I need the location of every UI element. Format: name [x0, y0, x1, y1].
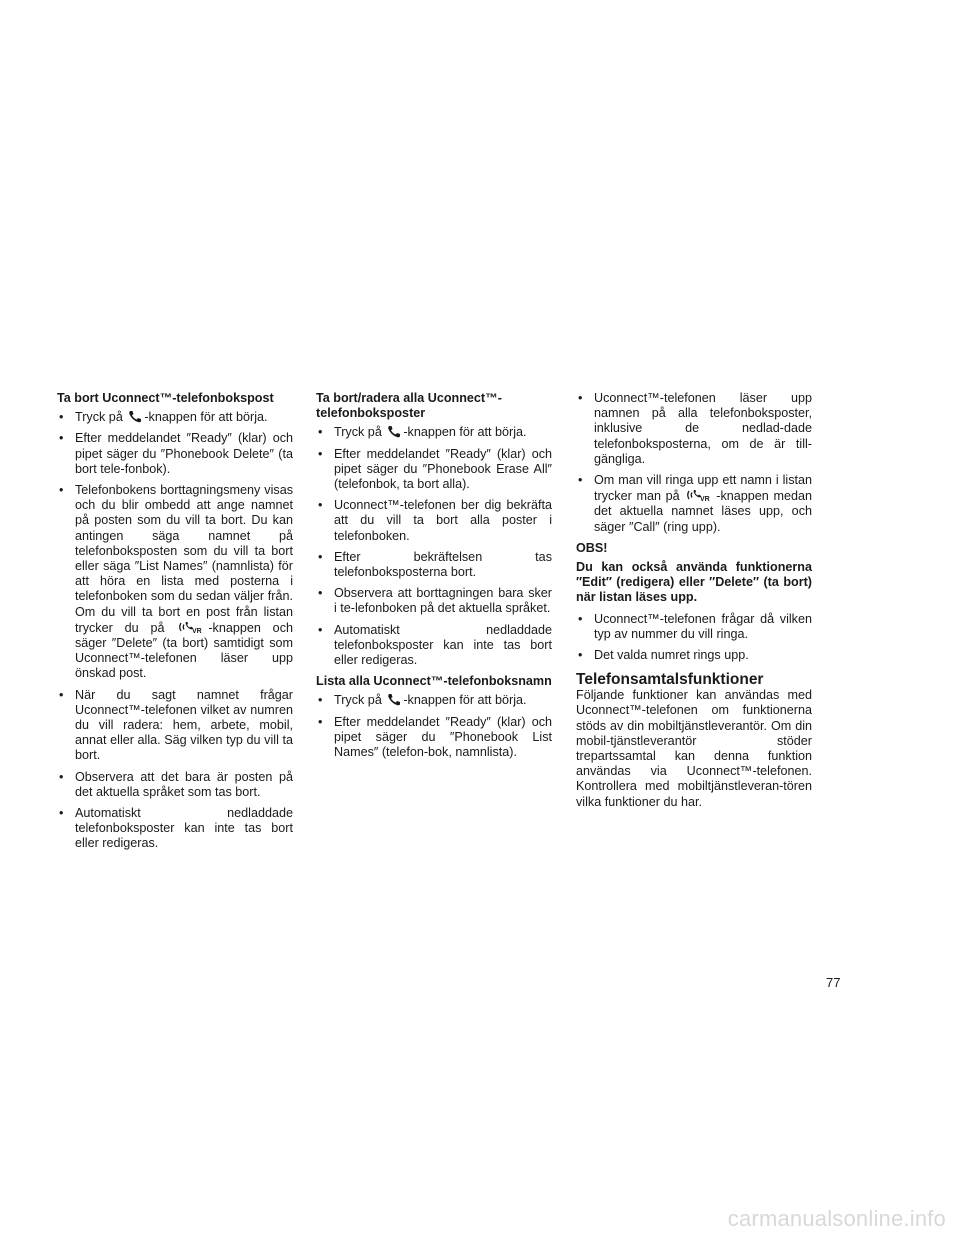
phone-icon: [128, 410, 142, 423]
list-item: • När du sagt namnet frågar Uconnect™-telefonen vilket av numren du vill radera: hem, arbete, mobil, annat eller alla. Säg vilken typ du vill ta bort.: [57, 688, 293, 764]
voice-recognition-icon: [178, 620, 206, 634]
note-label: OBS!: [576, 540, 608, 555]
bullet-text: Tryck på: [334, 693, 382, 708]
column-left: [57, 391, 293, 858]
bullet-text: -knappen för att börja.: [403, 693, 527, 708]
list-item: • Uconnect™-telefonen ber dig bekräfta att du vill ta bort alla poster i telefonboken.: [316, 498, 552, 544]
bullet-text: Tryck på: [334, 425, 382, 440]
heading-delete-entry: Ta bort Uconnect™-telefonbokspost: [57, 391, 274, 405]
bullet-text: -knappen och säger ″Delete″ (ta bort) samtidigt som Uconnect™-telefonen läser upp önskad post.: [75, 620, 293, 681]
svg-text:VR: VR: [700, 496, 711, 503]
list-item: • Observera att borttagningen bara sker i te-lefonboken på det aktuella språket.: [316, 586, 552, 616]
list-item: [57, 410, 293, 425]
note-text: Du kan också använda funktionerna ″Edit″ (redigera) eller ″Delete″ (ta bort) när listan läses upp.: [576, 560, 812, 605]
heading-list-names: Lista alla Uconnect™-telefonboksnamn: [316, 674, 552, 689]
bullet-text: Om man vill ringa upp ett namn i listan trycker man på: [594, 473, 812, 504]
list-item: • Det valda numret rings upp.: [576, 648, 812, 663]
list-item: [316, 425, 552, 440]
list-item: • Automatiskt nedladdade telefonboksposter kan inte tas bort eller redigeras.: [57, 806, 293, 852]
column-middle: [316, 391, 552, 766]
column-right: [576, 391, 812, 816]
list-item: [57, 483, 293, 682]
list-item: • Efter meddelandet ″Ready″ (klar) och pipet säger du ″Phonebook Delete″ (ta bort tele-fonbok).: [57, 431, 293, 477]
bullet-text: -knappen medan det aktuella namnet läses upp, och säger ″Call″ (ring upp).: [594, 489, 812, 534]
list-item: • Uconnect™-telefonen frågar då vilken typ av nummer du vill ringa.: [576, 612, 812, 642]
bullet-text: -knappen för att börja.: [144, 410, 268, 425]
list-item: • Observera att det bara är posten på det aktuella språket som tas bort.: [57, 770, 293, 800]
watermark: carmanualsonline.info: [727, 1206, 946, 1231]
bullet-text: Tryck på: [75, 410, 123, 425]
section-text: Följande funktioner kan användas med Uconnect™-telefonen om funktionerna stöds av din mobiltjänstleverantör. Om din mobil-tjänstleverantör stöder trepartssamtal kan denna funktion användas via Uconnect™-telefonen. Kontrollera med mobiltjänstleveran-tören vilka funktioner du har.: [576, 688, 812, 809]
phone-icon: [387, 425, 401, 438]
list-item: [576, 473, 812, 535]
bullet-text: Telefonbokens borttagningsmeny visas och du blir ombedd att ange namnet på posten som du vill ta bort. Du kan antingen säga namnet på telefonboksposten som du vill ta bort eller säga ″List Names″ (namnlista) för att höra en lista med posterna i telefonboken som du sedan väljer från. Om du vill ta bort en post från listan trycker du på: [75, 483, 293, 635]
section-title: Telefonsamtalsfunktioner: [576, 671, 764, 689]
list-item: • Efter meddelandet ″Ready″ (klar) och pipet säger du ″Phonebook List Names″ (telefon-bok, namnlista).: [316, 715, 552, 761]
svg-text:VR: VR: [192, 627, 203, 634]
phone-icon: [387, 693, 401, 706]
page-number: 77: [826, 975, 841, 990]
list-item: • Uconnect™-telefonen läser upp namnen på alla telefonboksposter, inklusive de nedlad-dade telefonboksposterna, om de är till-gängliga.: [576, 391, 812, 467]
list-item: [316, 693, 552, 708]
list-item: • Efter meddelandet ″Ready″ (klar) och pipet säger du ″Phonebook Erase All″ (telefonbok, ta bort alla).: [316, 447, 552, 493]
list-item: • Automatiskt nedladdade telefonboksposter kan inte tas bort eller redigeras.: [316, 623, 552, 669]
heading-delete-all: Ta bort/radera alla Uconnect™-telefonboksposter: [316, 391, 502, 421]
voice-recognition-icon: [686, 488, 714, 502]
bullet-text: -knappen för att börja.: [403, 425, 527, 440]
list-item: • Efter bekräftelsen tas telefonboksposterna bort.: [316, 550, 552, 580]
